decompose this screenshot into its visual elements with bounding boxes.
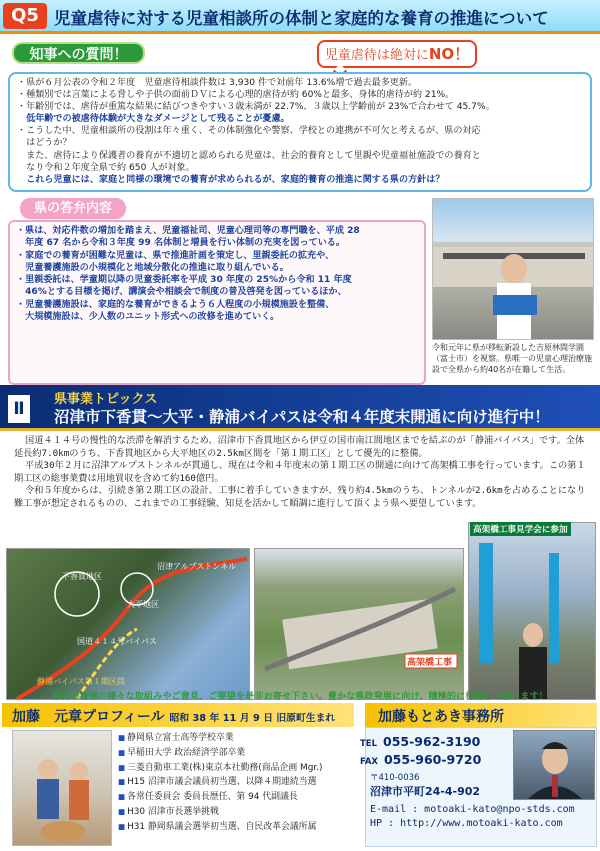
map-label: 静浦バイパス第１期区間 — [37, 677, 125, 686]
visit-photo-art — [433, 199, 594, 340]
section2-roman: Ⅱ — [8, 395, 30, 423]
profile-item: ■ 早稲田大学 政治経済学部卒業 — [118, 746, 358, 761]
answer-heading: 県の答弁内容 — [20, 198, 126, 219]
answer-line: ・県は、対応件数の増加を踏まえ、児童福祉司、児童心理司等の専門職を、平成 28 — [16, 226, 360, 236]
section2-subtitle: 県事業トピックス — [54, 392, 158, 407]
bypass-map — [6, 548, 250, 700]
office-contact — [370, 803, 575, 830]
answer-line: 児童養護施設の小規模化と地域分散化の推進に取り組んでいる。 — [16, 262, 289, 273]
map-label: 下香貫地区 — [62, 572, 102, 581]
map-label: 沼津アルプストンネル — [157, 562, 237, 571]
profile-item: ■ H31 静岡県議会選挙初当選、自民改革会議所属 — [118, 820, 358, 835]
thanks-message: 県民の皆様の様々な取組みやご意見、ご要望を是非お寄せ下さい。豊かな県政発展に向け、積極的に行動して参ります！ — [52, 691, 548, 702]
answer-line: 46%とする目標を掲げ、講演会や相談会で制度の普及啓発を図っているほか、 — [16, 287, 347, 298]
homepage-link[interactable]: HP : http://www.motoaki-kato.com — [370, 817, 563, 829]
question-line: ・こうした中、児童相談所の役割は年々重く、その体制強化や警察、学校との連携が不可欠と考えるが、県の対応 — [17, 126, 481, 137]
section2-body — [14, 435, 590, 511]
question-line: ・県が６月公表の令和２年度 児童虐待相談件数は 3,930 件で対前年 13.6%増で過去最多更新。 — [17, 78, 418, 88]
question-line: なり令和２年度全県で約 650 人が対象。 — [17, 162, 195, 173]
office-title: 加藤もとあき事務所 — [378, 709, 504, 725]
aerial-photo — [254, 548, 464, 700]
question-line: また、虐待により保護者の養育が不適切と認められる児童は、社会的養育として里親や児童福祉施設での養育と — [17, 150, 481, 161]
question-line: ・年齢別では、虐待が重篤な結果に結びつきやすい３歳未満が 22.7%、３歳以上学齢前が 23%で合わせて 45.7%。 — [17, 102, 495, 113]
profile-item: ■ 静岡県立富士高等学校卒業 — [118, 731, 358, 746]
profile-item: ■ 三菱自動車工業(株)東京本社勤務(商品企画 Mgr.) — [118, 761, 358, 776]
section2-paragraph: 令和５年度からは、引続き第２期工区の設計、工事に着手していきますが、残り約4.5kmのうち、トンネルが2.6kmを占めることになり難工事が想定されるものの、これまでの工事経験、知見を活かして順調に進行して頂くよう県へ要望しています。 — [14, 485, 586, 509]
profile-list — [118, 731, 358, 835]
callout-text: 児童虐待は絶対に — [324, 48, 429, 63]
profile-title — [12, 706, 335, 726]
visit-photo-caption: 令和元年に県が移転新設した吉原林間学園（富士市）を視察。県唯一の児童心理治療施設で全県から約40名が在籍して生活。 — [432, 343, 592, 374]
map-label: 大平地区 — [127, 600, 159, 609]
profile-photo — [12, 730, 112, 846]
question-line: ・種類別では言葉による脅しや子供の面前ＤＶによる心理的虐待が約 60%と最多、身体的虐待が約 21%。 — [17, 90, 455, 101]
profile-item: ■ H30 沼津市長選挙挑戦 — [118, 805, 358, 820]
map-label: 国道４１４号バイパス — [77, 637, 157, 646]
fax-label: FAX — [360, 757, 378, 767]
callout-strong: NO！ — [428, 45, 470, 63]
office-phones — [360, 734, 481, 770]
email-link[interactable]: E-mail : motoaki-kato@npo-stds.com — [370, 804, 575, 815]
answer-line: ・里親委託は、学童期以降の児童委託率を平成 30 年度の 25%から令和 11 年度 — [16, 275, 352, 286]
question-heading: 知事への質問！ — [12, 42, 145, 64]
office-zip: 〒410-0036 — [370, 773, 420, 783]
aerial-photo-art — [255, 549, 464, 700]
office-address — [370, 770, 480, 799]
profile-birth: 昭和 38 年 11 月 9 日 旧原町生まれ — [169, 713, 336, 724]
visit-photo — [432, 198, 594, 340]
answer-line: ・児童養護施設は、家庭的な養育ができるよう６人程度の小規模施設を整備、 — [16, 299, 335, 310]
site-visit-photo — [468, 522, 596, 700]
tel-number[interactable]: 055-962-3190 — [383, 734, 481, 749]
question-box — [8, 72, 592, 192]
tel-label: TEL — [360, 739, 378, 749]
answer-box — [8, 220, 426, 385]
aerial-label: 高架橋工事 — [407, 658, 453, 668]
profile-item: ■ H15 沼津市議会議員初当選、以降４期連続当選 — [118, 775, 358, 790]
section2-title: 沼津市下香貫～大平・静浦バイパスは令和４年度末開通に向け進行中！ — [54, 408, 550, 426]
question-line: 低年齢での被虐待体験が大きなダメージとして残ることが憂慮。 — [17, 114, 290, 125]
section2-paragraph: 国道４１４号の慢性的な渋滞を解消するため、沼津市下香貫地区から伊豆の国市南江間地区までを結ぶのが「静浦バイパス」です。全体延長約7.0kmのうち、下香貫地区から大平地区の2.5km区間を「第１期工区」として優先的に整備。 — [14, 435, 585, 459]
q5-badge: Q5 — [3, 3, 47, 29]
profile-item: ■ 各常任委員会 委員長歴任、第 94 代副議長 — [118, 790, 358, 805]
section2-paragraph: 平成30年２月に沼津アルプストンネルが貫通し、現在は令和４年度末の第１期工区の開通に向けて高架橋工事を行っています。この第１期工区の総事業費は用地買収を含めて約160億円。 — [14, 460, 586, 484]
office-street: 沼津市平町24-4-902 — [370, 785, 481, 798]
site-visit-caption: 高架橋工事見学会に参加 — [470, 522, 571, 536]
profile-photo-art — [13, 731, 113, 847]
q5-title: 児童虐待に対する児童相談所の体制と家庭的な養育の推進について — [54, 9, 549, 28]
callout-bubble — [317, 40, 477, 68]
portrait-photo — [513, 730, 595, 800]
fax-number: 055-960-9720 — [383, 752, 482, 767]
answer-line: 年度 67 名から令和３年度 99 名体制と増員を行い体制の充実を図っている。 — [16, 238, 345, 249]
question-line: はどうか？ — [17, 138, 72, 149]
portrait-photo-art — [514, 731, 595, 800]
question-line: これら児童には、家庭と同様の環境での養育が求められるが、家庭的養育の推進に関する県の方針は？ — [17, 174, 445, 185]
site-visit-photo-art — [469, 523, 596, 700]
answer-line: 大規模施設は、少人数のユニット形式への改修を進めていく。 — [16, 312, 280, 323]
bypass-map-art — [7, 549, 250, 700]
answer-line: ・家庭での養育が困難な児童は、県で推進計画を策定し、里親委託の拡充や、 — [16, 250, 335, 261]
profile-name: 加藤 元章プロフィール — [12, 709, 165, 725]
